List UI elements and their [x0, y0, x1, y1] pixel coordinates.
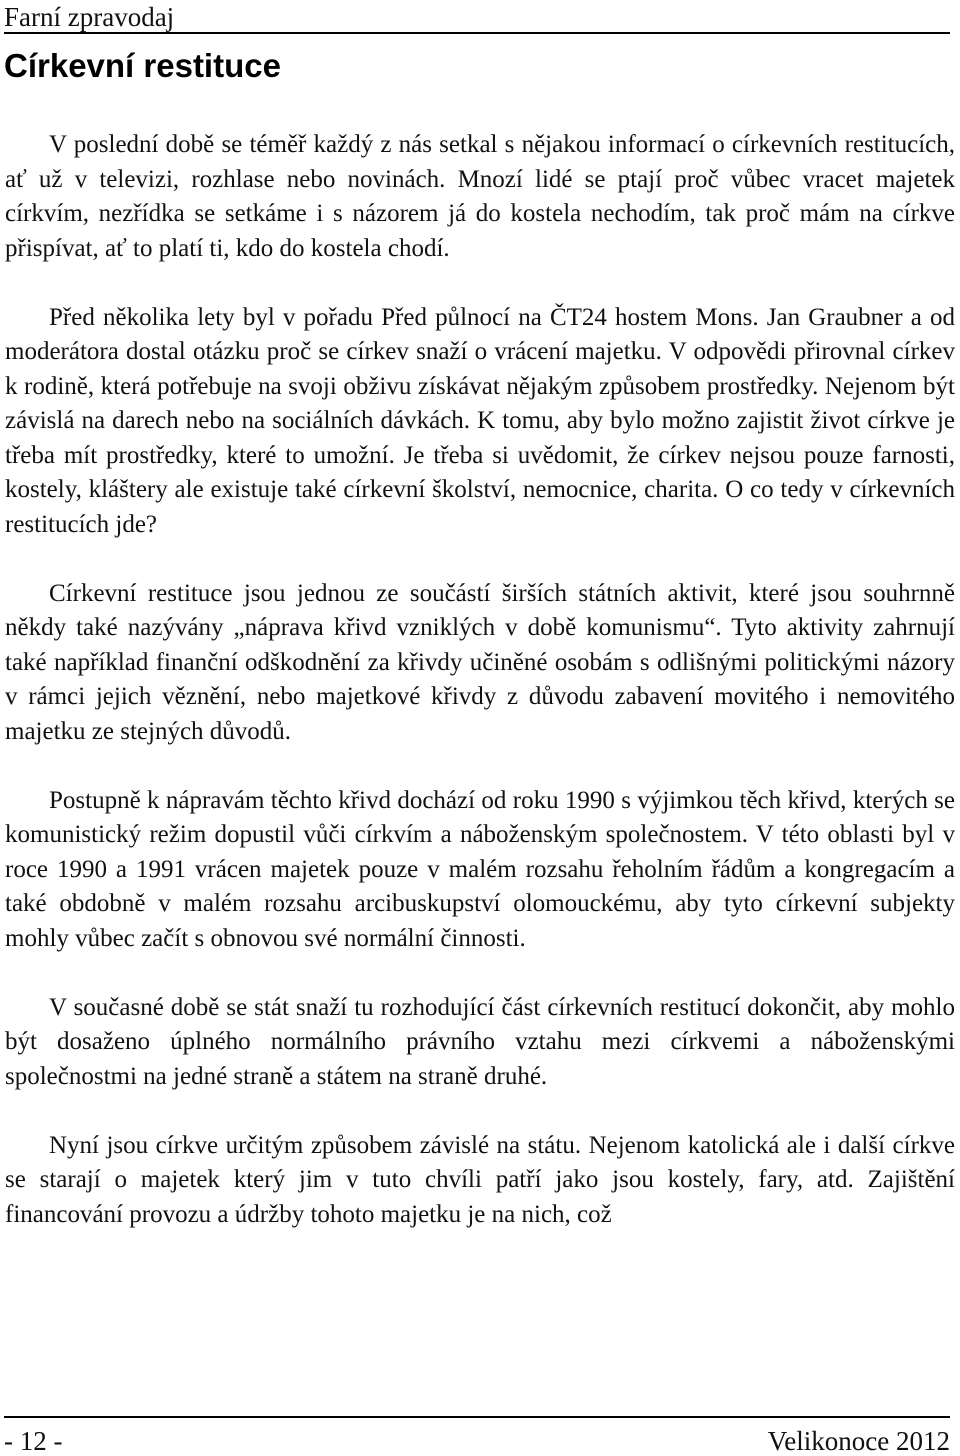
article-title: Církevní restituce [4, 47, 281, 84]
article-body [5, 128, 955, 1267]
page-footer [4, 1416, 950, 1456]
paragraph-5: V současné době se stát snaží tu rozhodující část církevních restitucí dokončit, aby mohlo být dosaženo úplného normálního právního vztahu mezi církvemi a náboženskými společnostmi na jedné straně a státem na straně druhé. [5, 993, 955, 1090]
paragraph-3: Církevní restituce jsou jednou ze součástí širších státních aktivit, které jsou souhrnně někdy také nazývány „náprava křivd vzniklých v době komunismu“. Tyto aktivity zahrnují také například finanční odškodnění za křivdy učiněné osobám s odlišnými politickými názory v rámci jejich věznění, nebo majetkové křivdy z důvodu zabavení movitého i nemovitého majetku ze stejných důvodů. [5, 579, 955, 745]
page-header [4, 2, 950, 34]
issue-label: Velikonoce 2012 [767, 1426, 950, 1456]
paragraph-6: Nyní jsou církve určitým způsobem závislé na státu. Nejenom katolická ale i další církve se starají o majetek který jim v tuto chvíli patří jako jsou kostely, fary, atd. Zajištění financování provozu a údržby tohoto majetku je na nich, což [5, 1131, 955, 1228]
paragraph-2: Před několika lety byl v pořadu Před půlnocí na ČT24 hostem Mons. Jan Graubner a od moderátora dostal otázku proč se církev snaží o vrácení majetku. V odpovědi přirovnal církev k rodině, která potřebuje na svoji obživu získávat nějakým způsobem prostředky. Nejenom být závislá na darech nebo na sociálních dávkách. K tomu, aby bylo možno zajistit život církve je třeba mít prostředky, které to umožní. Je třeba si uvědomit, že církev nejsou pouze farnosti, kostely, kláštery ale existuje také církevní školství, nemocnice, charita. O co tedy v církevních restitucích jde? [5, 303, 955, 538]
paragraph-1: V poslední době se téměř každý z nás setkal s nějakou informací o církevních restitucích, ať už v televizi, rozhlase nebo novinách. Mnozí lidé se ptají proč vůbec vracet majetek církvím, nezřídka se setkáme i s názorem já do kostela nechodím, tak proč mám na církve přispívat, ať to platí ti, kdo do kostela chodí. [5, 131, 955, 262]
page-number: - 12 - [4, 1426, 63, 1456]
paragraph-4: Postupně k nápravám těchto křivd dochází od roku 1990 s výjimkou těch křivd, kterých se komunistický režim dopustil vůči církvím a náboženským společnostem. V této oblasti byl v roce 1990 a 1991 vrácen majetek pouze v malém rozsahu řeholním řádům a kongregacím a také obdobně v malém rozsahu arcibuskupství olomouckému, aby tyto církevní subjekty mohly vůbec začít s obnovou své normální činnosti. [5, 786, 955, 952]
publication-title: Farní zpravodaj [4, 2, 175, 32]
